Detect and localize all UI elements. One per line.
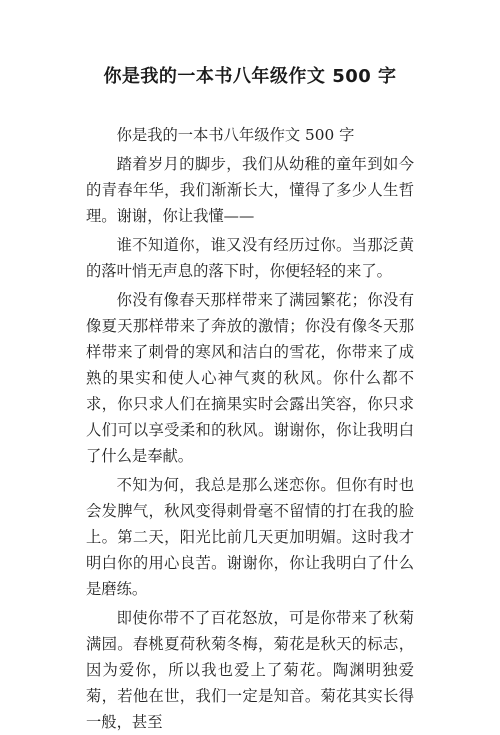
document-title: 你是我的一本书八年级作文 500 字 <box>103 66 397 87</box>
paragraph: 谁不知道你，谁又没有经历过你。当那泛黄的落叶悄无声息的落下时，你便轻轻的来了。 <box>86 236 414 280</box>
paragraph: 不知为何，我总是那么迷恋你。但你有时也会发脾气，秋风变得刺骨毫不留情的打在我的脸上。第二天，阳光比前几天更加明媚。这时我才明白你的用心良苦。谢谢你，你让我明白了什么是磨练。 <box>86 476 414 598</box>
paragraph: 即使你带不了百花怒放，可是你带来了秋菊满园。春桃夏荷秋菊冬梅，菊花是秋天的标志，因为爱你，所以我也爱上了菊花。陶渊明独爱菊，若他在世，我们一定是知音。菊花其实长得一般，甚至 <box>86 609 414 731</box>
paragraph-subtitle: 你是我的一本书八年级作文 500 字 <box>116 126 355 144</box>
paragraph: 你没有像春天那样带来了满园繁花；你没有像夏天那样带来了奔放的激情；你没有像冬天那样带来了刺骨的寒风和洁白的雪花，你带来了成熟的果实和使人心神气爽的秋风。你什么都不求，你只求人们在摘果实时会露出笑容，你只求人们可以享受柔和的秋风。谢谢你，你让我明白了什么是奉献。 <box>86 291 414 465</box>
paragraph: 踏着岁月的脚步，我们从幼稚的童年到如今的青春年华，我们渐渐长大，懂得了多少人生哲理。谢谢，你让我懂—— <box>86 155 414 225</box>
document-body <box>86 122 414 735</box>
